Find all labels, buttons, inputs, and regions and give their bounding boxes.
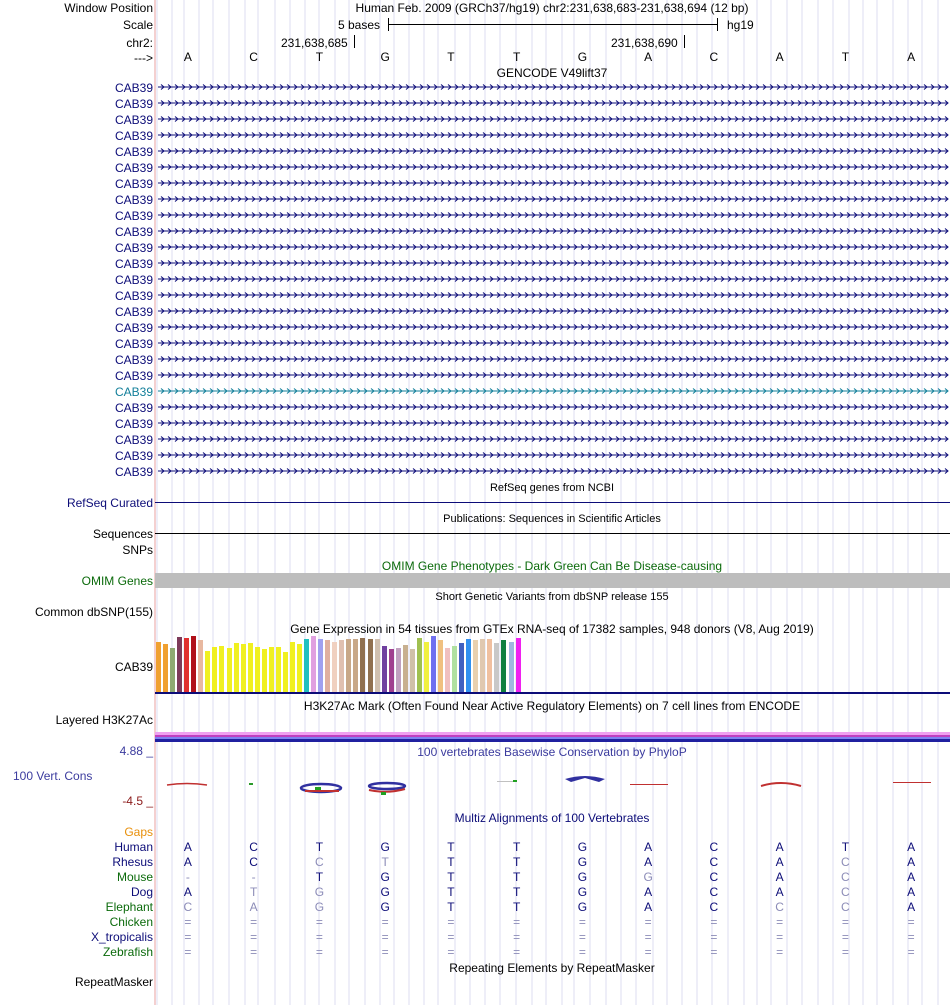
alignment-base: G [314, 900, 325, 914]
alignment-base: = [644, 945, 652, 959]
alignment-base: G [380, 900, 390, 914]
alignment-base: = [315, 945, 323, 959]
gtex-tissue-bar[interactable] [191, 636, 196, 692]
phylop-signal[interactable] [155, 770, 950, 800]
alignment-base: = [776, 915, 784, 929]
gtex-tissue-bar[interactable] [297, 644, 302, 692]
alignment-base: A [644, 900, 653, 914]
gtex-tissue-bar[interactable] [466, 639, 471, 692]
sequence-base: C [709, 50, 719, 64]
sequence-base: G [577, 50, 588, 64]
gencode-transcript-label[interactable]: CAB39 [114, 145, 153, 159]
gtex-tissue-bar[interactable] [487, 639, 492, 692]
alignment-base: G [314, 885, 325, 899]
gtex-tissue-bar[interactable] [318, 639, 323, 692]
alignment-base: A [183, 855, 192, 869]
sequence-base: A [644, 50, 653, 64]
position-right-tick [684, 35, 685, 48]
gencode-transcript-label[interactable]: CAB39 [114, 209, 153, 223]
gtex-tissue-bar[interactable] [494, 643, 499, 692]
gtex-tissue-bar[interactable] [501, 640, 506, 692]
alignment-base: C [709, 855, 719, 869]
species-label[interactable]: Dog [130, 885, 153, 899]
species-label[interactable]: Zebrafish [102, 945, 153, 959]
gtex-tissue-bar[interactable] [163, 644, 168, 692]
alignment-base: T [447, 885, 455, 899]
position-left: 231,638,685 [281, 36, 348, 50]
alignment-base: C [709, 900, 719, 914]
alignment-base: T [249, 885, 258, 899]
gencode-transcript-label[interactable]: CAB39 [114, 385, 153, 399]
alignment-base: A [644, 885, 653, 899]
gencode-transcript-label[interactable]: CAB39 [114, 257, 153, 271]
gencode-transcript-label[interactable]: CAB39 [114, 177, 153, 191]
gtex-tissue-bar[interactable] [368, 639, 373, 692]
alignment-base: C [709, 840, 719, 854]
alignment-base: A [183, 840, 192, 854]
omim-title: OMIM Gene Phenotypes - Dark Green Can Be Disease-causing [381, 559, 723, 573]
alignment-base: C [841, 900, 850, 914]
alignment-base: A [907, 840, 916, 854]
gtex-tissue-bar[interactable] [290, 642, 295, 692]
gtex-tissue-bar[interactable] [445, 648, 450, 692]
gtex-tissue-bar[interactable] [156, 642, 161, 692]
gtex-tissue-bar[interactable] [410, 649, 415, 692]
species-label[interactable]: Chicken [109, 915, 153, 929]
alignment-base: = [447, 945, 455, 959]
species-label[interactable]: Rhesus [112, 855, 153, 869]
gtex-tissue-bar[interactable] [375, 639, 380, 692]
gtex-tissue-bar[interactable] [346, 639, 351, 692]
gtex-tissue-bar[interactable] [262, 649, 267, 692]
gencode-transcript-label[interactable]: CAB39 [114, 113, 153, 127]
alignment-base: = [710, 930, 718, 944]
alignment-base: G [577, 870, 588, 884]
gtex-tissue-bar[interactable] [311, 636, 316, 692]
gtex-tissue-bar[interactable] [276, 647, 281, 692]
gtex-tissue-bar[interactable] [332, 642, 337, 692]
gtex-tissue-bar[interactable] [516, 638, 521, 692]
h3k27ac-label[interactable]: Layered H3K27Ac [55, 713, 153, 727]
position-right: 231,638,690 [611, 36, 678, 50]
scale-db: hg19 [727, 18, 754, 32]
gencode-transcript-label[interactable]: CAB39 [114, 369, 153, 383]
gtex-tissue-bar[interactable] [241, 644, 246, 692]
gtex-tissue-bar[interactable] [198, 640, 203, 692]
gtex-tissue-bar[interactable] [396, 648, 401, 692]
gencode-transcript-lines[interactable] [155, 80, 950, 480]
alignment-base: T [512, 900, 521, 914]
alignment-base: T [512, 840, 521, 854]
gencode-transcript-label[interactable]: CAB39 [114, 417, 153, 431]
alignment-base: = [250, 915, 258, 929]
gtex-tissue-bar[interactable] [452, 646, 457, 692]
gtex-tissue-bar[interactable] [170, 648, 175, 692]
chr-label: chr2: [126, 36, 153, 50]
gencode-transcript-label[interactable]: CAB39 [114, 97, 153, 111]
sequence-base: T [512, 50, 521, 64]
alignment-base: A [775, 885, 784, 899]
gencode-transcript-label[interactable]: CAB39 [114, 353, 153, 367]
alignment-base: A [775, 855, 784, 869]
alignment-base: C [709, 870, 719, 884]
sequence-base: T [841, 50, 850, 64]
alignment-base: A [907, 885, 916, 899]
alignment-base: T [315, 840, 324, 854]
gtex-tissue-bar[interactable] [389, 649, 394, 692]
alignment-base: = [513, 945, 521, 959]
refseq-label[interactable]: RefSeq Curated [66, 496, 153, 510]
alignment-base: A [775, 840, 784, 854]
gtex-tissue-bar[interactable] [255, 647, 260, 692]
alignment-base: C [315, 855, 324, 869]
alignment-base: C [249, 840, 258, 854]
alignment-base: G [643, 870, 653, 884]
publications-line[interactable] [155, 533, 950, 534]
publications-title: Publications: Sequences in Scientific Articles [443, 513, 661, 525]
gencode-transcript-label[interactable]: CAB39 [114, 81, 153, 95]
alignment-base: = [513, 930, 521, 944]
scale-bar [388, 24, 717, 25]
species-label[interactable]: X_tropicalis [90, 930, 153, 944]
alignment-base: T [447, 840, 455, 854]
gtex-tissue-bar[interactable] [382, 646, 387, 692]
alignment-base: A [907, 870, 916, 884]
gencode-transcript-label[interactable]: CAB39 [114, 465, 153, 479]
alignment-base: T [381, 855, 389, 869]
alignment-base: C [841, 885, 850, 899]
alignment-base: = [315, 930, 323, 944]
dbsnp-title: Short Genetic Variants from dbSNP release 155 [435, 591, 669, 603]
gtex-tissue-bar[interactable] [459, 643, 464, 692]
omim-bar[interactable] [155, 573, 950, 588]
sequence-base: C [249, 50, 258, 64]
alignment-base: A [249, 900, 258, 914]
alignment-base: = [907, 915, 915, 929]
species-label[interactable]: Elephant [105, 900, 153, 914]
gencode-transcript-label[interactable]: CAB39 [114, 193, 153, 207]
gtex-tissue-bar[interactable] [304, 639, 309, 692]
alignment-base: = [184, 945, 192, 959]
alignment-base: = [907, 945, 915, 959]
window-position-label: Window Position [64, 1, 153, 15]
gtex-tissue-bar[interactable] [438, 640, 443, 692]
species-label[interactable]: Human [114, 840, 153, 854]
gtex-baseline [155, 692, 950, 694]
alignment-base: C [249, 855, 258, 869]
gaps-label[interactable]: Gaps [124, 825, 153, 839]
alignment-base: - [251, 870, 256, 884]
gtex-tissue-bar[interactable] [184, 638, 189, 692]
sequence-base: A [907, 50, 916, 64]
gtex-tissue-bar[interactable] [234, 643, 239, 692]
gtex-tissue-bar[interactable] [212, 647, 217, 692]
alignment-base: = [250, 945, 258, 959]
alignment-base: G [577, 900, 588, 914]
gtex-title: Gene Expression in 54 tissues from GTEx RNA-seq of 17382 samples, 948 donors (V8, Aug 2019) [290, 622, 814, 636]
alignment-base: = [381, 945, 389, 959]
gencode-transcript-label[interactable]: CAB39 [114, 321, 153, 335]
h3k27ac-title: H3K27Ac Mark (Often Found Near Active Regulatory Elements) on 7 cell lines from ENCODE [303, 699, 801, 713]
alignment-base: A [183, 885, 192, 899]
gtex-tissue-bar[interactable] [360, 638, 365, 692]
gtex-tissue-bar[interactable] [473, 640, 478, 692]
alignment-base: A [907, 855, 916, 869]
gencode-transcript-label[interactable]: CAB39 [114, 129, 153, 143]
position-left-tick [354, 35, 355, 48]
alignment-base: T [447, 900, 455, 914]
phylop-max: 4.88 _ [119, 744, 153, 758]
gencode-transcript-label[interactable]: CAB39 [114, 289, 153, 303]
gencode-transcript-label[interactable]: CAB39 [114, 161, 153, 175]
assembly-position-text: Human Feb. 2009 (GRCh37/hg19) chr2:231,638,683-231,638,694 (12 bp) [355, 1, 749, 15]
alignment-base: = [250, 930, 258, 944]
snps-label[interactable]: SNPs [122, 543, 153, 557]
repeatmasker-title: Repeating Elements by RepeatMasker [449, 961, 655, 975]
repeatmasker-label[interactable]: RepeatMasker [74, 975, 153, 989]
gtex-tissue-bar[interactable] [339, 640, 344, 692]
gencode-transcript-label[interactable]: CAB39 [114, 305, 153, 319]
alignment-base: = [907, 930, 915, 944]
gtex-tissue-bar[interactable] [283, 652, 288, 692]
alignment-base: A [644, 855, 653, 869]
gtex-tissue-bar[interactable] [177, 637, 182, 692]
sequence-base: A [183, 50, 192, 64]
multiz-title: Multiz Alignments of 100 Vertebrates [454, 811, 650, 825]
scale-label: Scale [122, 18, 153, 32]
sequence-base: A [775, 50, 784, 64]
alignment-base: = [644, 930, 652, 944]
alignment-base: = [381, 930, 389, 944]
alignment-base: T [315, 870, 324, 884]
alignment-base: G [380, 840, 390, 854]
alignment-base: C [841, 855, 850, 869]
refseq-line[interactable] [155, 502, 950, 503]
alignment-base: = [644, 915, 652, 929]
gencode-transcript-label[interactable]: CAB39 [114, 337, 153, 351]
gtex-tissue-bar[interactable] [417, 638, 422, 692]
alignment-base: = [776, 945, 784, 959]
phylop-label[interactable]: 100 Vert. Cons [13, 769, 93, 783]
sequence-base: T [447, 50, 455, 64]
gtex-tissue-bar[interactable] [431, 636, 436, 692]
gtex-label[interactable]: CAB39 [114, 660, 153, 674]
gtex-tissue-bar[interactable] [509, 642, 514, 692]
gtex-tissue-bar[interactable] [248, 643, 253, 692]
alignment-base: = [776, 930, 784, 944]
alignment-base: - [185, 870, 190, 884]
sequence-base: T [315, 50, 324, 64]
alignment-base: T [512, 855, 521, 869]
alignment-base: G [380, 870, 390, 884]
alignment-base: G [577, 840, 588, 854]
dbsnp-label[interactable]: Common dbSNP(155) [34, 605, 153, 619]
sequence-base: G [380, 50, 390, 64]
alignment-base: C [775, 900, 784, 914]
scale-bar-right-tick [717, 18, 718, 31]
alignment-base: = [841, 930, 849, 944]
gencode-title: GENCODE V49lift37 [496, 66, 608, 80]
gencode-transcript-label[interactable]: CAB39 [114, 401, 153, 415]
alignment-base: A [907, 900, 916, 914]
phylop-min: -4.5 _ [122, 794, 153, 808]
gtex-tissue-bar[interactable] [480, 639, 485, 692]
strand-label: ---> [134, 51, 153, 65]
alignment-base: = [841, 945, 849, 959]
publications-label[interactable]: Sequences [92, 527, 153, 541]
alignment-base: = [513, 915, 521, 929]
alignment-base: = [184, 930, 192, 944]
alignment-base: T [447, 870, 455, 884]
gtex-tissue-bar[interactable] [353, 639, 358, 692]
alignment-base: = [578, 930, 586, 944]
omim-label[interactable]: OMIM Genes [81, 574, 153, 588]
alignment-base: = [381, 915, 389, 929]
scale-text: 5 bases [338, 18, 381, 32]
alignment-base: = [578, 915, 586, 929]
gencode-transcript-label[interactable]: CAB39 [114, 449, 153, 463]
alignment-base: = [841, 915, 849, 929]
gtex-tissue-bar[interactable] [219, 646, 224, 692]
gencode-transcript-label[interactable]: CAB39 [114, 241, 153, 255]
alignment-base: = [710, 915, 718, 929]
gencode-transcript-label[interactable]: CAB39 [114, 273, 153, 287]
gtex-tissue-bar[interactable] [269, 647, 274, 692]
alignment-base: T [841, 840, 850, 854]
h3k27ac-signal[interactable] [155, 732, 950, 742]
gtex-tissue-bar[interactable] [403, 645, 408, 692]
alignment-base: = [578, 945, 586, 959]
alignment-base: = [315, 915, 323, 929]
alignment-base: G [380, 885, 390, 899]
alignment-base: C [183, 900, 193, 914]
alignment-base: = [447, 915, 455, 929]
gtex-tissue-bar[interactable] [227, 648, 232, 692]
alignment-base: = [184, 915, 192, 929]
gencode-transcript-label[interactable]: CAB39 [114, 225, 153, 239]
alignment-base: C [841, 870, 850, 884]
gencode-transcript-label[interactable]: CAB39 [114, 433, 153, 447]
scale-bar-left-tick [388, 18, 389, 31]
alignment-base: T [512, 870, 521, 884]
alignment-base: T [512, 885, 521, 899]
phylop-title: 100 vertebrates Basewise Conservation by PhyloP [417, 745, 687, 759]
gtex-tissue-bar[interactable] [325, 640, 330, 692]
alignment-base: G [577, 885, 588, 899]
gtex-tissue-bar[interactable] [424, 642, 429, 692]
alignment-base: C [709, 885, 719, 899]
alignment-base: T [447, 855, 455, 869]
gtex-tissue-bar[interactable] [205, 651, 210, 692]
species-label[interactable]: Mouse [116, 870, 153, 884]
alignment-base: A [644, 840, 653, 854]
alignment-base: = [710, 945, 718, 959]
refseq-title: RefSeq genes from NCBI [489, 482, 615, 494]
alignment-base: G [577, 855, 588, 869]
alignment-base: A [775, 870, 784, 884]
alignment-base: = [447, 930, 455, 944]
